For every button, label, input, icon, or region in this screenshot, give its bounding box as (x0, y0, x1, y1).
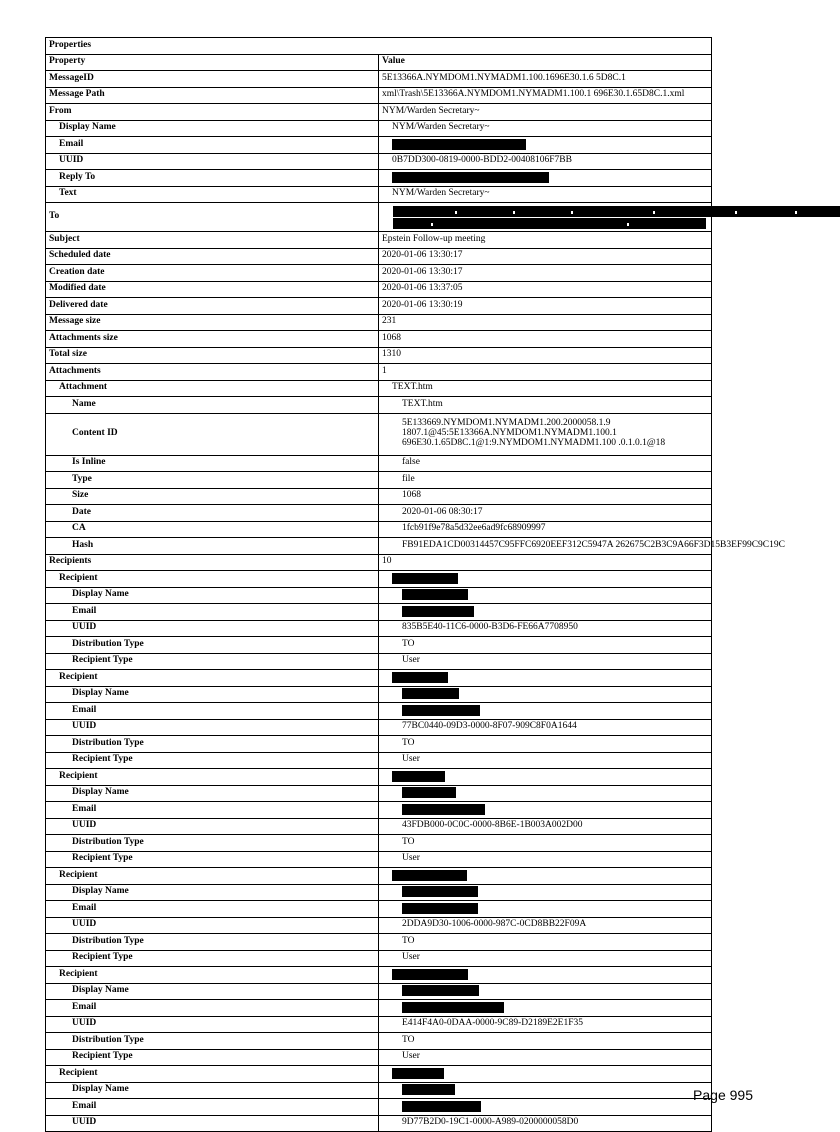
property-value: 43FDB000-0C0C-0000-8B6E-1B003A002D00 (379, 818, 712, 835)
redaction-bar (392, 573, 458, 584)
property-label: To (46, 203, 379, 232)
property-value: User (379, 653, 712, 670)
property-label: Distribution Type (46, 835, 379, 852)
property-value (379, 967, 712, 984)
property-label: Display Name (46, 983, 379, 1000)
recipient-uuid-row (46, 620, 712, 637)
property-value: TO (379, 736, 712, 753)
property-label: Distribution Type (46, 1033, 379, 1050)
recipient-email-row (46, 1099, 712, 1116)
table-row (46, 71, 712, 88)
property-value: 5E13366A.NYMDOM1.NYMADM1.100.1696E30.1.6 5D8C.1 (379, 71, 712, 88)
property-value: User (379, 950, 712, 967)
property-label: Type (46, 472, 379, 489)
property-label: Recipient (46, 571, 379, 588)
table-row (46, 505, 712, 522)
redaction-bar (402, 589, 468, 600)
property-value: NYM/Warden Secretary~ (379, 120, 712, 137)
property-value: User (379, 752, 712, 769)
property-label: Total size (46, 347, 379, 364)
redaction-bar (402, 985, 479, 996)
table-row (46, 298, 712, 315)
property-value (379, 170, 712, 187)
content-id-row (46, 413, 712, 455)
page-number: Page 995 (693, 1087, 753, 1103)
recipient-distribution-row (46, 1033, 712, 1050)
redaction-bar (402, 1084, 455, 1095)
redaction-bar (392, 870, 467, 881)
property-label: Message size (46, 314, 379, 331)
property-label: Recipients (46, 554, 379, 571)
property-label: Modified date (46, 281, 379, 298)
property-label: Email (46, 901, 379, 918)
property-value: 2DDA9D30-1006-0000-987C-0CD8BB22F09A (379, 917, 712, 934)
table-row (46, 538, 712, 555)
recipient-email-row (46, 604, 712, 621)
table-row (46, 488, 712, 505)
property-value (379, 137, 712, 154)
property-value: file (379, 472, 712, 489)
separator-mark (795, 211, 797, 214)
redaction-bar (392, 139, 526, 150)
recipient-email-row (46, 1000, 712, 1017)
recipient-email-row (46, 901, 712, 918)
table-row (46, 364, 712, 381)
property-label: UUID (46, 719, 379, 736)
content-id-line: 696E30.1.65D8C.1@1:9.NYMDOM1.NYMADM1.100 .0.1.0.1@18 (402, 437, 666, 448)
property-value: 0B7DD300-0819-0000-BDD2-00408106F7BB (379, 153, 712, 170)
property-label: Attachment (46, 380, 379, 397)
property-label: Display Name (46, 120, 379, 137)
table-row (46, 397, 712, 414)
property-value: 2020-01-06 08:30:17 (379, 505, 712, 522)
property-value (379, 1082, 712, 1099)
property-value: 2020-01-06 13:30:19 (379, 298, 712, 315)
table-row (46, 87, 712, 104)
property-value (379, 901, 712, 918)
table-row (46, 137, 712, 154)
property-value: 77BC0440-09D3-0000-8F07-909C8F0A1644 (379, 719, 712, 736)
property-label: UUID (46, 620, 379, 637)
property-label: Content ID (46, 413, 379, 455)
property-value (379, 1099, 712, 1116)
recipient-display-name-row (46, 686, 712, 703)
property-value: TEXT.htm (379, 380, 712, 397)
property-value (379, 802, 712, 819)
property-label: Display Name (46, 686, 379, 703)
table-title: Properties (46, 38, 712, 55)
content-id-line: 5E133669.NYMDOM1.NYMADM1.200.2000058.1.9 (402, 418, 611, 429)
redaction-bar (402, 903, 478, 914)
property-label: MessageID (46, 71, 379, 88)
property-label: Email (46, 802, 379, 819)
property-label: UUID (46, 1115, 379, 1132)
separator-mark (455, 211, 457, 214)
property-value: 10 (379, 554, 712, 571)
to-value (379, 203, 712, 232)
recipient-display-name-row (46, 785, 712, 802)
recipient-display-name-row (46, 587, 712, 604)
property-value: 1fcb91f9e78a5d32ee6ad9fc68909997 (379, 521, 712, 538)
to-row (46, 203, 712, 232)
recipient-row (46, 670, 712, 687)
property-value (379, 587, 712, 604)
separator-mark (653, 211, 655, 214)
separator-mark (735, 211, 737, 214)
redaction-bar (392, 771, 445, 782)
property-label: Reply To (46, 170, 379, 187)
property-value (379, 571, 712, 588)
redaction-bar (402, 886, 478, 897)
header-property: Property (46, 54, 379, 71)
property-value: 2020-01-06 13:37:05 (379, 281, 712, 298)
property-value (379, 686, 712, 703)
property-label: Email (46, 1000, 379, 1017)
content-id-value (379, 413, 712, 455)
property-value: TEXT.htm (379, 397, 712, 414)
property-label: Email (46, 604, 379, 621)
property-label: Recipient Type (46, 950, 379, 967)
property-label: Attachments (46, 364, 379, 381)
property-value (379, 670, 712, 687)
property-label: UUID (46, 153, 379, 170)
redaction-bar (392, 672, 448, 683)
property-value (379, 1000, 712, 1017)
separator-mark (571, 211, 573, 214)
table-row (46, 455, 712, 472)
property-label: Distribution Type (46, 637, 379, 654)
recipient-row (46, 571, 712, 588)
property-value: TO (379, 934, 712, 951)
recipient-uuid-row (46, 818, 712, 835)
property-label: Email (46, 1099, 379, 1116)
property-value: TO (379, 637, 712, 654)
recipient-row (46, 967, 712, 984)
property-label: UUID (46, 917, 379, 934)
property-label: Display Name (46, 884, 379, 901)
redaction-bar (402, 1101, 481, 1112)
table-row (46, 380, 712, 397)
property-value: 231 (379, 314, 712, 331)
property-label: Delivered date (46, 298, 379, 315)
property-value: NYM/Warden Secretary~ (379, 104, 712, 121)
recipient-type-row (46, 950, 712, 967)
recipient-row (46, 868, 712, 885)
recipient-type-row (46, 752, 712, 769)
property-value (379, 703, 712, 720)
property-value: 1068 (379, 331, 712, 348)
recipient-email-row (46, 802, 712, 819)
separator-mark (431, 223, 433, 226)
redaction-bar (392, 172, 549, 183)
property-label: CA (46, 521, 379, 538)
header-value: Value (379, 54, 712, 71)
property-label: Message Path (46, 87, 379, 104)
redaction-bar (402, 606, 474, 617)
property-label: Attachments size (46, 331, 379, 348)
property-label: Text (46, 186, 379, 203)
table-row (46, 104, 712, 121)
table-row (46, 331, 712, 348)
redaction-bar (393, 218, 706, 229)
property-value: FB91EDA1CD00314457C95FFC6920EEF312C5947A 262675C2B3C9A66F3D15B3EF99C9C19C (379, 538, 712, 555)
property-label: Recipient (46, 670, 379, 687)
property-label: Hash (46, 538, 379, 555)
redaction-bar (393, 206, 840, 217)
property-label: Scheduled date (46, 248, 379, 265)
separator-mark (513, 211, 515, 214)
property-label: Recipient (46, 1066, 379, 1083)
table-row (46, 232, 712, 249)
table-title-row (46, 38, 712, 55)
property-value: 835B5E40-11C6-0000-B3D6-FE66A7708950 (379, 620, 712, 637)
property-value: 9D77B2D0-19C1-0000-A989-0200000058D0 (379, 1115, 712, 1132)
table-row (46, 472, 712, 489)
recipient-uuid-row (46, 917, 712, 934)
recipient-email-row (46, 703, 712, 720)
property-label: Creation date (46, 265, 379, 282)
table-row (46, 281, 712, 298)
recipient-display-name-row (46, 884, 712, 901)
property-label: Recipient (46, 868, 379, 885)
table-row (46, 186, 712, 203)
recipient-row (46, 1066, 712, 1083)
property-label: Display Name (46, 587, 379, 604)
table-row (46, 314, 712, 331)
redaction-bar (402, 804, 485, 815)
property-value: User (379, 1049, 712, 1066)
property-label: UUID (46, 1016, 379, 1033)
property-label: Subject (46, 232, 379, 249)
property-value: 1 (379, 364, 712, 381)
recipient-type-row (46, 653, 712, 670)
property-value: E414F4A0-0DAA-0000-9C89-D2189E2E1F35 (379, 1016, 712, 1033)
property-label: Name (46, 397, 379, 414)
property-label: Recipient Type (46, 1049, 379, 1066)
property-label: Recipient (46, 967, 379, 984)
redaction-bar (402, 688, 459, 699)
recipient-uuid-row (46, 719, 712, 736)
table-row (46, 521, 712, 538)
property-value (379, 604, 712, 621)
recipient-distribution-row (46, 736, 712, 753)
property-label: Date (46, 505, 379, 522)
property-label: Distribution Type (46, 736, 379, 753)
property-value (379, 884, 712, 901)
recipient-row (46, 769, 712, 786)
property-label: Email (46, 703, 379, 720)
redaction-bar (402, 1002, 504, 1013)
property-value: xml\Trash\5E13366A.NYMDOM1.NYMADM1.100.1 696E30.1.65D8C.1.xml (379, 87, 712, 104)
redaction-bar (392, 1068, 444, 1079)
table-row (46, 170, 712, 187)
property-value: Epstein Follow-up meeting (379, 232, 712, 249)
property-label: UUID (46, 818, 379, 835)
property-value: false (379, 455, 712, 472)
property-label: From (46, 104, 379, 121)
property-label: Email (46, 137, 379, 154)
recipient-display-name-row (46, 1082, 712, 1099)
property-label: Size (46, 488, 379, 505)
table-row (46, 554, 712, 571)
redaction-bar (402, 705, 480, 716)
property-value (379, 769, 712, 786)
recipient-uuid-row (46, 1115, 712, 1132)
to-redactions (382, 205, 708, 229)
recipient-display-name-row (46, 983, 712, 1000)
table-row (46, 153, 712, 170)
property-value: TO (379, 835, 712, 852)
property-value: 2020-01-06 13:30:17 (379, 248, 712, 265)
recipient-type-row (46, 1049, 712, 1066)
content-id-line: 1807.1@45:5E13366A.NYMDOM1.NYMADM1.100.1 (402, 428, 617, 439)
property-value: User (379, 851, 712, 868)
table-row (46, 265, 712, 282)
recipient-uuid-row (46, 1016, 712, 1033)
property-value: 2020-01-06 13:30:17 (379, 265, 712, 282)
property-label: Recipient Type (46, 752, 379, 769)
property-label: Recipient Type (46, 653, 379, 670)
recipient-type-row (46, 851, 712, 868)
table-row (46, 347, 712, 364)
property-value: 1068 (379, 488, 712, 505)
property-label: Distribution Type (46, 934, 379, 951)
property-value: TO (379, 1033, 712, 1050)
property-label: Display Name (46, 785, 379, 802)
property-value (379, 785, 712, 802)
property-label: Is Inline (46, 455, 379, 472)
property-value (379, 1066, 712, 1083)
separator-mark (627, 223, 629, 226)
redaction-bar (402, 787, 456, 798)
property-value (379, 868, 712, 885)
recipient-distribution-row (46, 637, 712, 654)
property-value (379, 983, 712, 1000)
recipient-distribution-row (46, 934, 712, 951)
property-value: NYM/Warden Secretary~ (379, 186, 712, 203)
redaction-bar (392, 969, 468, 980)
table-header-row (46, 54, 712, 71)
recipient-distribution-row (46, 835, 712, 852)
property-label: Recipient (46, 769, 379, 786)
table-row (46, 120, 712, 137)
property-label: Recipient Type (46, 851, 379, 868)
table-row (46, 248, 712, 265)
property-label: Display Name (46, 1082, 379, 1099)
property-value: 1310 (379, 347, 712, 364)
